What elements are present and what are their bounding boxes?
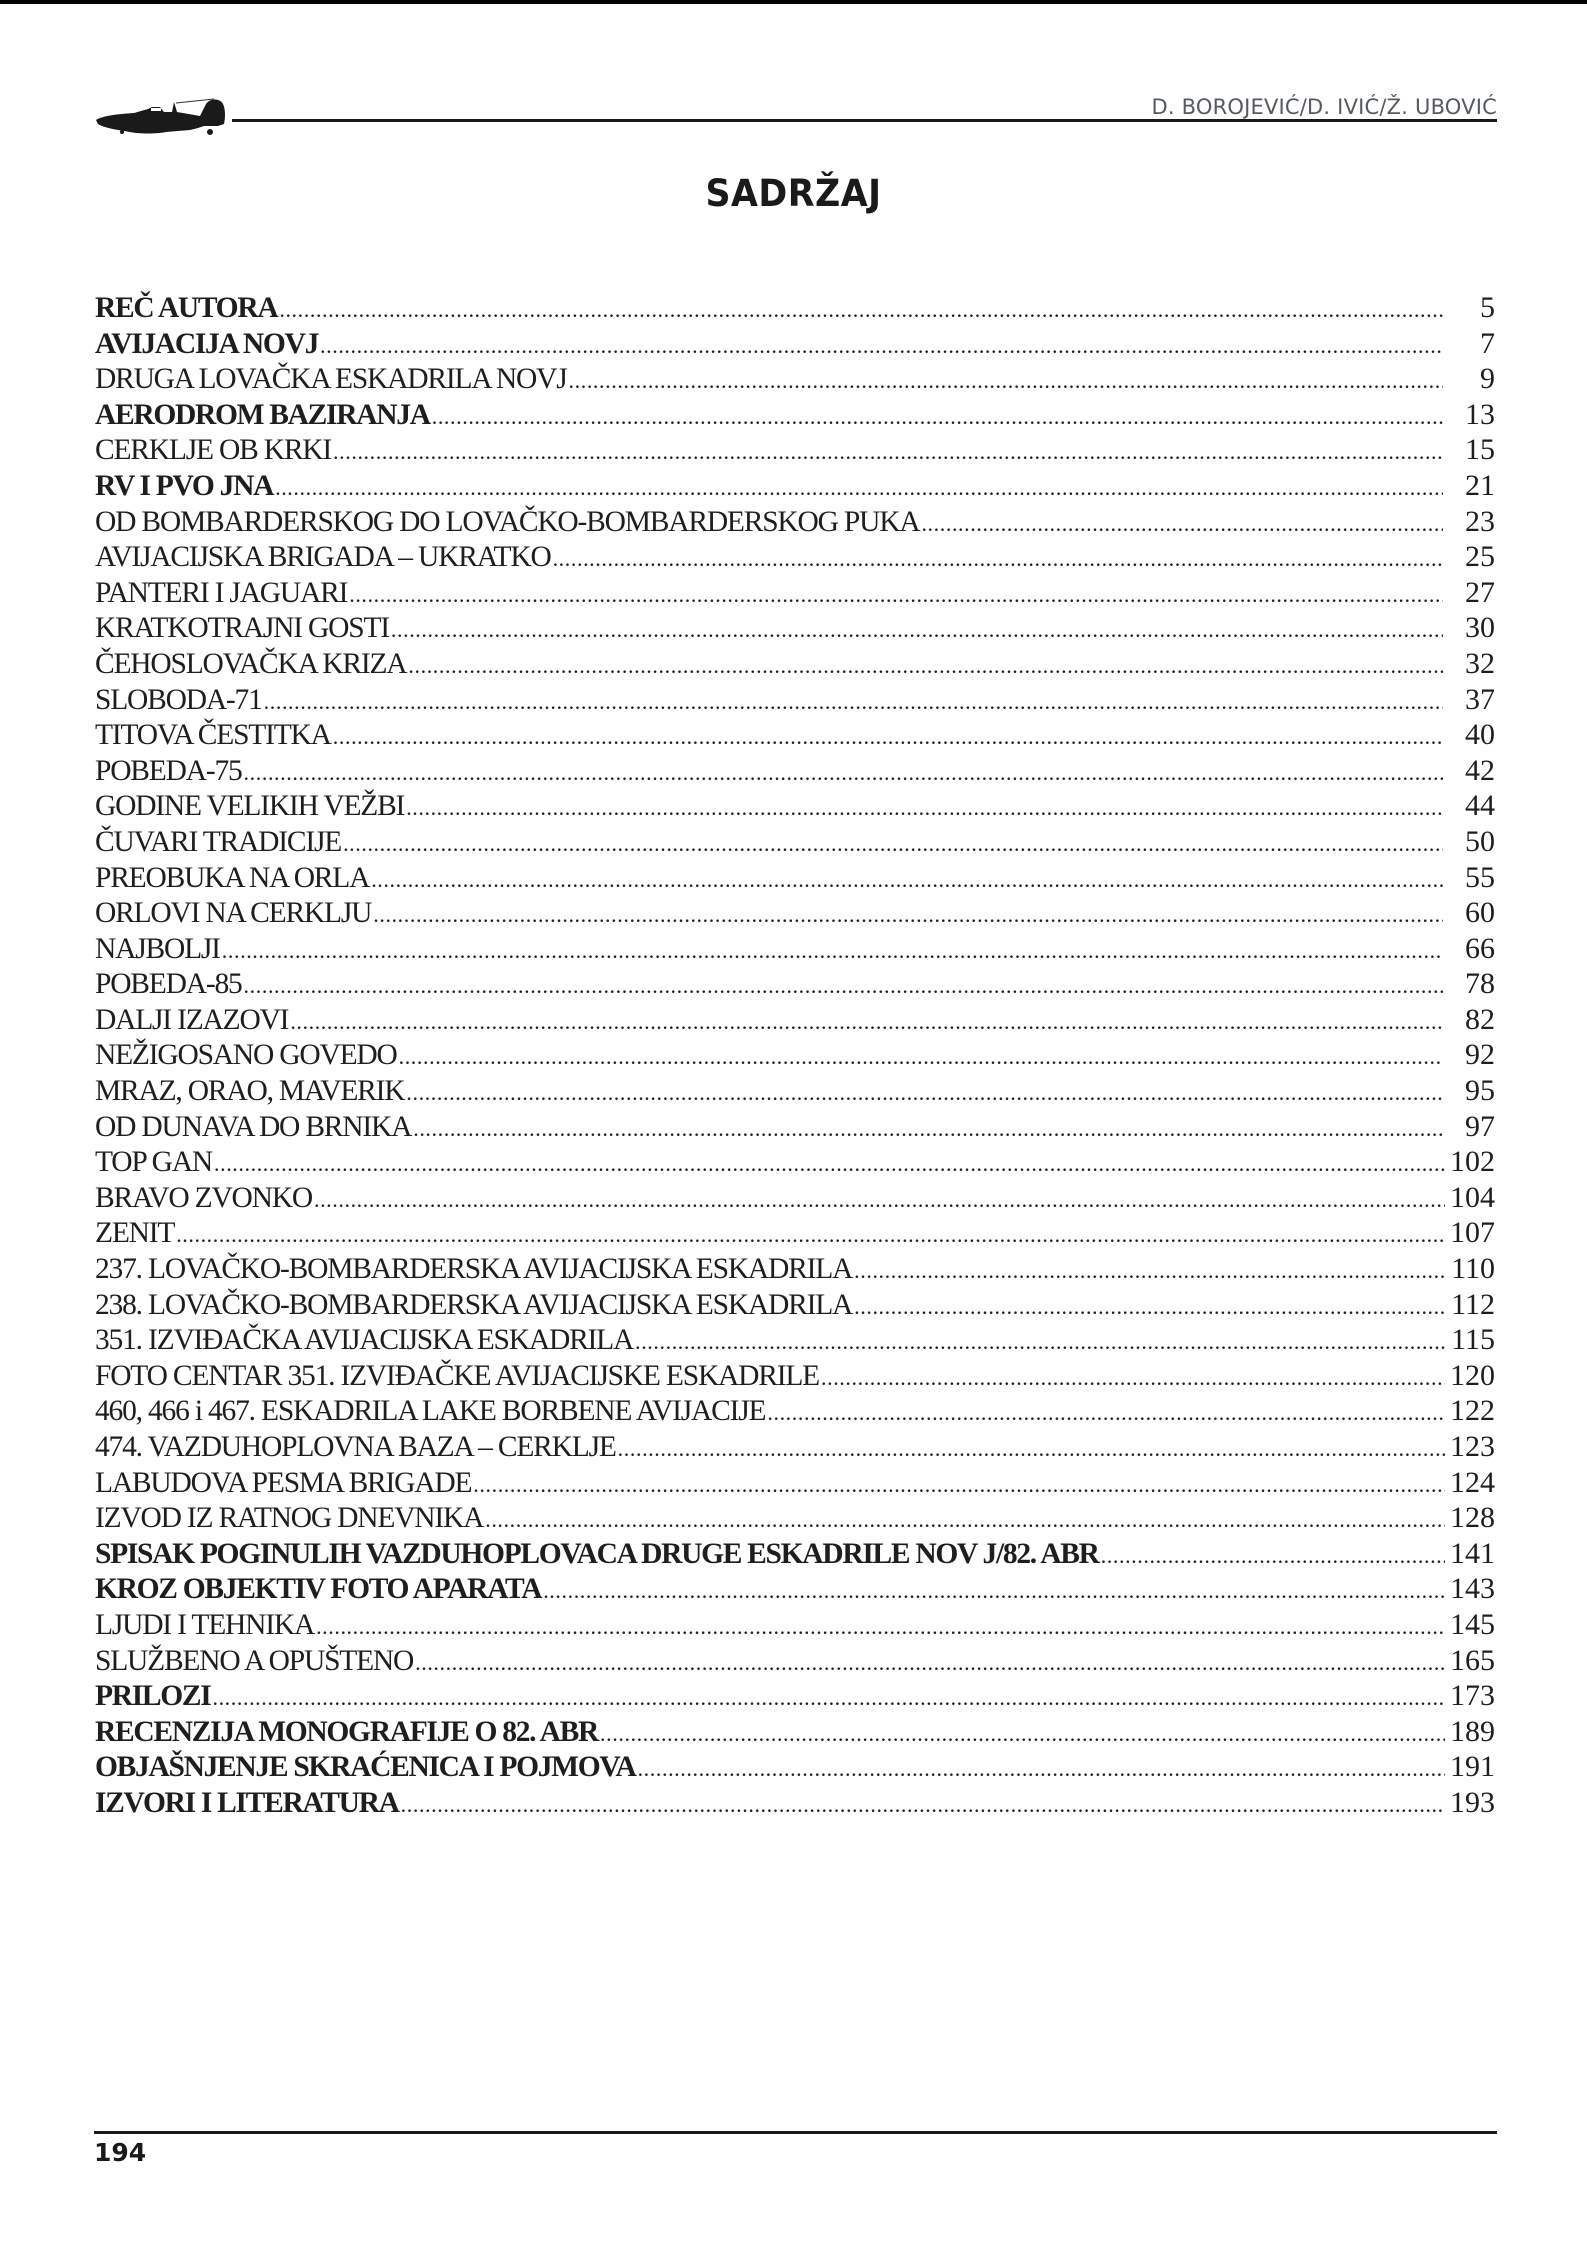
toc-entry-page: 50 <box>1465 824 1495 858</box>
toc-entry-page: 107 <box>1450 1216 1495 1250</box>
toc-entry-title: 460, 466 i 467. ESKADRILA LAKE BORBENE AVIJACIJE <box>95 1395 766 1428</box>
toc-entry-page: 173 <box>1450 1679 1495 1713</box>
dot-leader <box>600 1716 1445 1752</box>
dot-leader <box>244 755 1443 791</box>
toc-entry[interactable] <box>95 646 1495 682</box>
toc-entry-page: 102 <box>1450 1145 1495 1179</box>
toc-entry-page: 128 <box>1450 1501 1495 1535</box>
toc-entry[interactable] <box>95 1251 1495 1287</box>
toc-entry[interactable] <box>95 361 1495 397</box>
footer-rule <box>94 2131 1497 2134</box>
toc-entry[interactable] <box>95 824 1495 860</box>
toc-entry-page: 7 <box>1480 326 1495 360</box>
toc-entry[interactable] <box>95 539 1495 575</box>
toc-entry[interactable] <box>95 1180 1495 1216</box>
page-number: 194 <box>94 2138 147 2167</box>
toc-entry[interactable] <box>95 788 1495 824</box>
toc-entry[interactable] <box>95 1144 1495 1180</box>
toc-entry-title: AERODROM BAZIRANJA <box>95 398 430 431</box>
dot-leader <box>373 897 1443 933</box>
toc-entry-page: 32 <box>1465 646 1495 680</box>
toc-entry-title: ORLOVI NA CERKLJU <box>95 897 372 930</box>
toc-entry-title: 474. VAZDUHOPLOVNA BAZA – CERKLJE <box>95 1431 616 1463</box>
toc-entry[interactable] <box>95 575 1495 611</box>
toc-entry-page: 78 <box>1465 967 1495 1001</box>
toc-entry-page: 193 <box>1450 1785 1495 1819</box>
toc-entry-title: SLOBODA-71 <box>95 683 262 716</box>
toc-entry-page: 122 <box>1450 1394 1495 1428</box>
toc-entry[interactable] <box>95 1073 1495 1109</box>
toc-entry-title: BRAVO ZVONKO <box>95 1181 312 1214</box>
toc-entry-title: OD DUNAVA DO BRNIKA <box>95 1110 412 1143</box>
toc-entry-title: PREOBUKA NA ORLA <box>95 861 370 894</box>
toc-entry-title: AVIJACIJSKA BRIGADA – UKRATKO <box>95 541 551 574</box>
dot-leader <box>485 1502 1445 1538</box>
toc-entry-page: 44 <box>1465 789 1495 823</box>
toc-entry-title: AVIJACIJA NOVJ <box>95 327 319 360</box>
dot-leader <box>415 1645 1445 1681</box>
toc-entry-title: LABUDOVA PESMA BRIGADE <box>95 1466 472 1499</box>
toc-entry-title: SPISAK POGINULIH VAZDUHOPLOVACA DRUGE ESKADRILE NOV J/82. ABR <box>95 1537 1099 1570</box>
dot-leader <box>821 1360 1445 1396</box>
toc-entry[interactable] <box>95 1109 1495 1145</box>
toc-entry-page: 112 <box>1451 1287 1495 1321</box>
toc-entry[interactable] <box>95 1678 1495 1714</box>
dot-leader <box>569 363 1443 399</box>
dot-leader <box>543 1573 1445 1609</box>
toc-entry-page: 42 <box>1465 753 1495 787</box>
toc-entry-title: IZVOD IZ RATNOG DNEVNIKA <box>95 1502 484 1535</box>
toc-entry-title: RV I PVO JNA <box>95 469 274 502</box>
toc-entry-page: 191 <box>1450 1750 1495 1784</box>
toc-entry-page: 27 <box>1465 575 1495 609</box>
dot-leader <box>854 1289 1445 1325</box>
dot-leader <box>1101 1538 1445 1574</box>
dot-leader <box>349 577 1443 613</box>
dot-leader <box>391 612 1443 648</box>
toc-entry-title: DRUGA LOVAČKA ESKADRILA NOVJ <box>95 363 567 396</box>
toc-entry-title: TITOVA ČESTITKA <box>95 719 331 752</box>
dot-leader <box>222 933 1443 969</box>
toc-entry-title: POBEDA-75 <box>95 754 242 787</box>
dot-leader <box>921 506 1443 542</box>
airplane-silhouette-icon <box>94 96 228 138</box>
dot-leader <box>767 1395 1445 1431</box>
toc-entry[interactable] <box>95 682 1495 718</box>
toc-entry-page: 165 <box>1450 1643 1495 1677</box>
dot-leader <box>314 1182 1445 1218</box>
dot-leader <box>406 1075 1443 1111</box>
dot-leader <box>214 1146 1445 1182</box>
running-header-authors: D. BOROJEVIĆ/D. IVIĆ/Ž. UBOVIĆ <box>1151 95 1497 119</box>
toc-entry[interactable] <box>95 860 1495 896</box>
toc-entry-page: 9 <box>1480 362 1495 396</box>
dot-leader <box>406 790 1443 826</box>
toc-entry-page: 82 <box>1465 1002 1495 1036</box>
toc-entry[interactable] <box>95 326 1495 362</box>
toc-entry-title: 237. LOVAČKO-BOMBARDERSKA AVIJACIJSKA ESKADRILA <box>95 1253 853 1286</box>
dot-leader <box>212 1680 1445 1716</box>
toc-entry-page: 97 <box>1465 1109 1495 1143</box>
toc-entry[interactable] <box>95 610 1495 646</box>
toc-entry-title: IZVORI I LITERATURA <box>95 1786 399 1819</box>
dot-leader <box>290 1004 1443 1040</box>
toc-entry[interactable] <box>95 1358 1495 1394</box>
toc-entry-title: 351. IZVIĐAČKA AVIJACIJSKA ESKADRILA <box>95 1324 634 1357</box>
dot-leader <box>316 1609 1445 1645</box>
dot-leader <box>635 1324 1445 1360</box>
toc-entry[interactable] <box>95 1002 1495 1038</box>
toc-entry[interactable] <box>95 931 1495 967</box>
dot-leader <box>264 684 1443 720</box>
toc-entry[interactable] <box>95 966 1495 1002</box>
toc-entry[interactable] <box>95 290 1495 326</box>
toc-entry-title: ČEHOSLOVAČKA KRIZA <box>95 647 407 680</box>
toc-entry-title: NEŽIGOSANO GOVEDO <box>95 1039 397 1072</box>
header-rule <box>232 119 1497 122</box>
toc-entry-page: 13 <box>1465 397 1495 431</box>
toc-entry-title: 238. LOVAČKO-BOMBARDERSKA AVIJACIJSKA ESKADRILA <box>95 1288 853 1321</box>
toc-entry[interactable] <box>95 895 1495 931</box>
toc-entry-page: 120 <box>1450 1358 1495 1392</box>
toc-entry-page: 145 <box>1450 1607 1495 1641</box>
toc-entry-title: KRATKOTRAJNI GOSTI <box>95 612 389 645</box>
toc-entry-title: MRAZ, ORAO, MAVERIK <box>95 1075 405 1108</box>
toc-entry-title: OD BOMBARDERSKOG DO LOVAČKO-BOMBARDERSKOG PUKA <box>95 505 920 538</box>
dot-leader <box>618 1431 1445 1467</box>
toc-entry[interactable] <box>95 1322 1495 1358</box>
toc-entry-page: 5 <box>1480 291 1495 324</box>
toc-entry-page: 55 <box>1465 860 1495 894</box>
toc-entry-title: ZENIT <box>95 1217 175 1250</box>
toc-entry-page: 66 <box>1465 931 1495 965</box>
dot-leader <box>333 719 1443 755</box>
toc-entry-title: REČ AUTORA <box>95 292 278 324</box>
toc-entry-page: 189 <box>1450 1714 1495 1748</box>
dot-leader <box>413 1111 1443 1147</box>
toc-entry-title: PRILOZI <box>95 1680 211 1713</box>
toc-entry[interactable] <box>95 1500 1495 1536</box>
top-edge-band <box>0 0 1587 4</box>
dot-leader <box>333 434 1443 470</box>
toc-entry-page: 141 <box>1450 1536 1495 1570</box>
toc-entry-page: 95 <box>1465 1074 1495 1108</box>
toc-entry[interactable] <box>95 1037 1495 1073</box>
toc-entry[interactable] <box>95 1571 1495 1607</box>
toc-entry-page: 115 <box>1451 1323 1495 1357</box>
dot-leader <box>553 541 1443 577</box>
toc-entry[interactable] <box>95 717 1495 753</box>
toc-entry-page: 25 <box>1465 540 1495 574</box>
toc-entry-title: CERKLJE OB KRKI <box>95 434 332 467</box>
dot-leader <box>320 328 1443 364</box>
toc-entry-page: 123 <box>1450 1430 1495 1463</box>
dot-leader <box>432 399 1443 435</box>
dot-leader <box>854 1253 1445 1289</box>
dot-leader <box>401 1787 1445 1823</box>
toc-entry-page: 23 <box>1465 504 1495 538</box>
toc-entry-page: 30 <box>1465 611 1495 645</box>
toc-entry-page: 15 <box>1465 433 1495 467</box>
page-title: SADRŽAJ <box>705 172 882 215</box>
table-of-contents <box>95 290 1495 1821</box>
toc-entry-page: 40 <box>1465 718 1495 752</box>
dot-leader <box>408 648 1443 684</box>
dot-leader <box>399 1039 1443 1075</box>
dot-leader <box>638 1751 1445 1787</box>
dot-leader <box>176 1217 1445 1253</box>
toc-entry-page: 21 <box>1465 468 1495 502</box>
toc-entry[interactable] <box>95 1465 1495 1501</box>
dot-leader <box>473 1467 1445 1503</box>
toc-entry-title: SLUŽBENO A OPUŠTENO <box>95 1644 414 1677</box>
dot-leader <box>371 862 1443 898</box>
toc-entry-page: 110 <box>1451 1252 1495 1286</box>
toc-entry[interactable] <box>95 1287 1495 1323</box>
toc-entry[interactable] <box>95 504 1495 540</box>
toc-entry[interactable] <box>95 1607 1495 1643</box>
toc-entry-title: PANTERI I JAGUARI <box>95 576 348 609</box>
toc-entry-title: GODINE VELIKIH VEŽBI <box>95 790 405 823</box>
toc-entry-page: 37 <box>1465 682 1495 716</box>
toc-entry[interactable] <box>95 1714 1495 1750</box>
toc-entry[interactable] <box>95 468 1495 504</box>
toc-entry[interactable] <box>95 397 1495 433</box>
toc-entry[interactable] <box>95 1536 1495 1572</box>
toc-entry-page: 92 <box>1465 1038 1495 1072</box>
toc-entry[interactable] <box>95 1215 1495 1251</box>
toc-entry[interactable] <box>95 753 1495 789</box>
dot-leader <box>244 968 1443 1004</box>
toc-entry[interactable] <box>95 1785 1495 1821</box>
toc-entry-title: DALJI IZAZOVI <box>95 1003 289 1036</box>
toc-entry[interactable] <box>95 1393 1495 1429</box>
toc-entry[interactable] <box>95 1749 1495 1785</box>
toc-entry-title: OBJAŠNJENJE SKRAĆENICA I POJMOVA <box>95 1751 636 1784</box>
toc-entry-page: 60 <box>1465 896 1495 930</box>
toc-entry-title: RECENZIJA MONOGRAFIJE O 82. ABR <box>95 1715 599 1748</box>
dot-leader <box>343 826 1443 862</box>
toc-entry-page: 124 <box>1450 1465 1495 1499</box>
toc-entry-page: 143 <box>1450 1572 1495 1606</box>
toc-entry-title: LJUDI I TEHNIKA <box>95 1608 315 1641</box>
toc-entry[interactable] <box>95 1429 1495 1465</box>
toc-entry-title: POBEDA-85 <box>95 968 242 1001</box>
toc-entry-title: TOP GAN <box>95 1146 212 1179</box>
toc-entry[interactable] <box>95 1643 1495 1679</box>
toc-entry-page: 104 <box>1450 1180 1495 1214</box>
dot-leader <box>279 292 1443 328</box>
dot-leader <box>275 470 1443 506</box>
toc-entry[interactable] <box>95 432 1495 468</box>
toc-entry-title: KROZ OBJEKTIV FOTO APARATA <box>95 1573 542 1606</box>
toc-entry-title: FOTO CENTAR 351. IZVIĐAČKE AVIJACIJSKE ESKADRILE <box>95 1359 819 1392</box>
toc-entry-title: ČUVARI TRADICIJE <box>95 825 342 858</box>
toc-entry-title: NAJBOLJI <box>95 932 220 965</box>
